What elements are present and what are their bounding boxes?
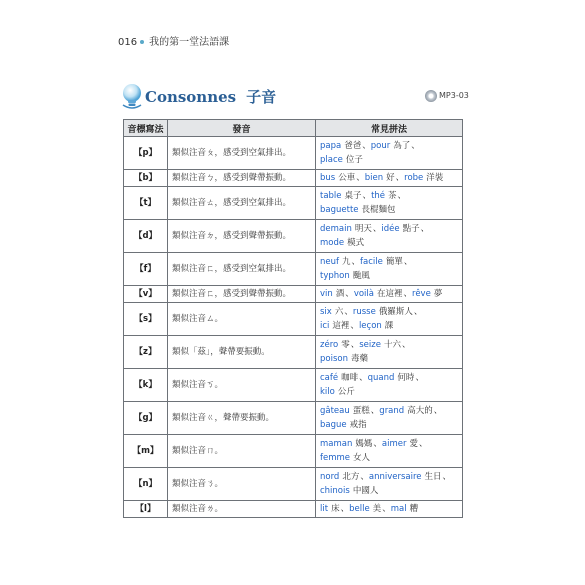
example-item <box>365 171 395 185</box>
chinese-meaning: 九 <box>342 257 351 267</box>
example-item <box>320 437 372 451</box>
example-item <box>369 470 442 484</box>
example-line <box>320 153 458 167</box>
french-word: zéro <box>320 340 339 350</box>
example-item <box>320 153 363 167</box>
chinese-meaning: 課 <box>384 321 394 331</box>
example-item <box>320 269 370 283</box>
column-header: 常見拼法 <box>316 120 463 137</box>
table-row <box>124 253 463 286</box>
example-line <box>320 484 458 498</box>
example-item <box>320 319 349 333</box>
example-line <box>320 352 458 366</box>
phonetic-symbol: 【k】 <box>124 369 168 402</box>
chinese-meaning: 爸爸 <box>344 141 362 151</box>
example-item <box>349 502 381 516</box>
phonetic-symbol: 【m】 <box>124 435 168 468</box>
table-row <box>124 303 463 336</box>
spelling-examples <box>316 402 463 435</box>
table-row <box>124 468 463 501</box>
chinese-meaning: 生日 <box>424 472 442 482</box>
table-row <box>124 501 463 518</box>
chinese-meaning: 零 <box>341 340 350 350</box>
example-line: zéro 零、seize 十六、 <box>320 340 411 350</box>
example-line <box>320 236 458 250</box>
spelling-examples <box>316 137 463 170</box>
french-word: aimer <box>381 439 407 449</box>
french-word: robe <box>404 173 424 183</box>
french-word: pour <box>370 141 391 151</box>
chinese-meaning: 夢 <box>433 289 443 299</box>
separator-dot <box>140 40 144 44</box>
pronunciation-note: 類似注音ㄉ，感受到聲帶振動。 <box>168 220 316 253</box>
example-item <box>320 418 367 432</box>
chinese-meaning: 公斤 <box>337 387 355 397</box>
french-word: nord <box>320 472 340 482</box>
phonetic-symbol: 【p】 <box>124 137 168 170</box>
phonetic-symbol: 【s】 <box>124 303 168 336</box>
spelling-examples <box>316 435 463 468</box>
example-item <box>382 437 418 451</box>
example-item <box>354 287 403 301</box>
table-row <box>124 435 463 468</box>
phonetic-symbol: 【l】 <box>124 501 168 518</box>
example-item <box>371 189 396 203</box>
lightbulb-icon <box>121 83 143 109</box>
french-word: facile <box>360 257 383 267</box>
chinese-meaning: 毒藥 <box>350 354 368 364</box>
pronunciation-note: 類似「茲」，聲帶要振動。 <box>168 336 316 369</box>
french-word: demain <box>320 224 352 234</box>
pronunciation-note: 類似注音ㄊ，感受到空氣排出。 <box>168 187 316 220</box>
chinese-meaning: 酒 <box>335 289 345 299</box>
phonetic-symbol: 【f】 <box>124 253 168 286</box>
example-line: ici 這裡、leçon 課 <box>320 321 394 331</box>
french-word: thé <box>371 191 386 201</box>
phonetic-symbol: 【z】 <box>124 336 168 369</box>
table-row <box>124 286 463 303</box>
example-item <box>320 451 370 465</box>
example-line: maman 媽媽、aimer 愛、 <box>320 439 428 449</box>
chinese-meaning: 在這裡 <box>376 289 403 299</box>
french-word: papa <box>320 141 342 151</box>
pronunciation-note: 類似注音ㄇ。 <box>168 435 316 468</box>
example-line: bus 公車、bien 好、robe 洋裝 <box>320 173 444 183</box>
table-header-row <box>124 120 463 137</box>
chinese-meaning: 蛋糕 <box>352 406 370 416</box>
chinese-meaning: 咖啡 <box>341 373 359 383</box>
french-word: baguette <box>320 205 359 215</box>
table-row <box>124 137 463 170</box>
french-word: grand <box>379 406 405 416</box>
pronunciation-note: 類似注音ㄋ。 <box>168 468 316 501</box>
french-word: typhon <box>320 271 350 281</box>
chinese-meaning: 何時 <box>397 373 415 383</box>
example-item <box>412 287 442 301</box>
pronunciation-note: 類似注音ㄙ。 <box>168 303 316 336</box>
chinese-meaning: 糟 <box>409 504 419 514</box>
french-word: voilà <box>353 289 374 299</box>
pronunciation-note: 類似注音ㄍ，聲帶要振動。 <box>168 402 316 435</box>
example-line <box>320 269 458 283</box>
example-item <box>320 139 361 153</box>
example-line <box>320 385 458 399</box>
french-word: café <box>320 373 339 383</box>
chinese-meaning: 戒指 <box>349 420 367 430</box>
french-word: ici <box>320 321 330 331</box>
phonetic-symbol: 【g】 <box>124 402 168 435</box>
pronunciation-note: 類似注音ㄅ，感受到聲帶振動。 <box>168 170 316 187</box>
example-item <box>360 255 403 269</box>
pronunciation-note: 類似注音ㄌ。 <box>168 501 316 518</box>
column-header: 音標寫法 <box>124 120 168 137</box>
chinese-meaning: 颱風 <box>352 271 370 281</box>
spelling-examples <box>316 336 463 369</box>
chinese-meaning: 愛 <box>409 439 418 449</box>
chinese-meaning: 床 <box>331 504 340 514</box>
table-row <box>124 187 463 220</box>
example-item <box>379 404 432 418</box>
consonant-table <box>123 119 463 518</box>
french-word: anniversaire <box>368 472 422 482</box>
pronunciation-note: 類似注音ㄎ。 <box>168 369 316 402</box>
chinese-meaning: 位子 <box>345 155 363 165</box>
french-word: gâteau <box>320 406 350 416</box>
example-item <box>320 203 396 217</box>
example-line: nord 北方、anniversaire 生日、 <box>320 472 452 482</box>
chinese-meaning: 茶 <box>388 191 397 201</box>
example-line: demain 明天、idée 點子、 <box>320 224 430 234</box>
example-item <box>320 484 378 498</box>
example-item <box>320 371 358 385</box>
french-word: bus <box>320 173 336 183</box>
chinese-meaning: 模式 <box>347 238 365 248</box>
french-word: rêve <box>412 289 431 299</box>
cd-icon <box>425 90 437 102</box>
example-line: neuf 九、facile 簡單、 <box>320 257 413 267</box>
chinese-meaning: 洋裝 <box>426 173 444 183</box>
french-word: mal <box>390 504 407 514</box>
french-word: mode <box>320 238 345 248</box>
column-header: 發音 <box>168 120 316 137</box>
example-item <box>359 338 401 352</box>
table-row <box>124 336 463 369</box>
french-word: quand <box>367 373 395 383</box>
example-item <box>320 236 364 250</box>
table-row <box>124 220 463 253</box>
chinese-meaning: 點子 <box>402 224 420 234</box>
chinese-meaning: 中國人 <box>352 486 379 496</box>
example-item <box>353 305 413 319</box>
section-title-fr: Consonnes <box>145 88 237 106</box>
spelling-examples <box>316 303 463 336</box>
spelling-examples <box>316 286 463 303</box>
example-line <box>320 451 458 465</box>
spelling-examples <box>316 369 463 402</box>
example-item <box>320 338 350 352</box>
french-word: belle <box>349 504 370 514</box>
example-item <box>320 255 351 269</box>
example-item <box>381 222 419 236</box>
example-line: lit 床、belle 美、mal 糟 <box>320 504 419 514</box>
french-word: lit <box>320 504 329 514</box>
running-header <box>118 33 229 48</box>
chinese-meaning: 北方 <box>342 472 360 482</box>
chinese-meaning: 公車 <box>338 173 356 183</box>
audio-track-label: MP3-03 <box>439 91 469 100</box>
chinese-meaning: 長棍麵包 <box>361 205 396 215</box>
french-word: seize <box>359 340 381 350</box>
chinese-meaning: 十六 <box>383 340 401 350</box>
french-word: poison <box>320 354 348 364</box>
spelling-examples <box>316 253 463 286</box>
page-number: 016 <box>118 37 138 48</box>
example-item <box>320 385 355 399</box>
french-word: six <box>320 307 332 317</box>
table-row <box>124 170 463 187</box>
french-word: maman <box>320 439 353 449</box>
spelling-examples <box>316 220 463 253</box>
chinese-meaning: 女人 <box>353 453 371 463</box>
example-item <box>320 502 340 516</box>
table-row <box>124 369 463 402</box>
chinese-meaning: 這裡 <box>332 321 350 331</box>
phonetic-symbol: 【n】 <box>124 468 168 501</box>
phonetic-symbol: 【d】 <box>124 220 168 253</box>
chinese-meaning: 六 <box>334 307 344 317</box>
french-word: femme <box>320 453 351 463</box>
example-line: six 六、russe 俄羅斯人、 <box>320 307 423 317</box>
book-title: 我的第一堂法語課 <box>149 37 230 48</box>
audio-track-badge[interactable] <box>425 90 469 103</box>
example-item <box>404 171 443 185</box>
phonetic-symbol: 【t】 <box>124 187 168 220</box>
example-line: gâteau 蛋糕、grand 高大的、 <box>320 406 443 416</box>
chinese-meaning: 媽媽 <box>355 439 373 449</box>
pronunciation-note: 類似注音ㄈ，感受到聲帶振動。 <box>168 286 316 303</box>
example-item <box>320 189 362 203</box>
example-item <box>320 171 355 185</box>
pronunciation-note: 類似注音ㄆ，感受到空氣排出。 <box>168 137 316 170</box>
example-item <box>320 222 372 236</box>
example-item <box>320 470 359 484</box>
french-word: bien <box>364 173 384 183</box>
example-item <box>371 139 411 153</box>
table-row <box>124 402 463 435</box>
example-line <box>320 203 458 217</box>
section-title-zh: 子音 <box>246 88 277 106</box>
example-line: café 咖啡、quand 何時、 <box>320 373 424 383</box>
pronunciation-note: 類似注音ㄈ，感受到空氣排出。 <box>168 253 316 286</box>
chinese-meaning: 為了 <box>393 141 411 151</box>
french-word: table <box>320 191 342 201</box>
phonetic-symbol: 【v】 <box>124 286 168 303</box>
spelling-examples <box>316 468 463 501</box>
chinese-meaning: 明天 <box>354 224 372 234</box>
chinese-meaning: 高大的 <box>407 406 433 416</box>
french-word: vin <box>320 289 333 299</box>
french-word: chinois <box>320 486 350 496</box>
spelling-examples <box>316 501 463 518</box>
example-item <box>320 287 344 301</box>
example-line: vin 酒、voilà 在這裡、rêve 夢 <box>320 289 443 299</box>
example-item <box>391 502 418 516</box>
french-word: idée <box>381 224 400 234</box>
example-item <box>359 319 393 333</box>
example-item <box>320 305 343 319</box>
french-word: russe <box>352 307 376 317</box>
example-line: table 桌子、thé 茶、 <box>320 191 407 201</box>
example-item <box>368 371 415 385</box>
chinese-meaning: 俄羅斯人 <box>378 307 413 317</box>
french-word: neuf <box>320 257 339 267</box>
french-word: place <box>320 155 343 165</box>
phonetic-symbol: 【b】 <box>124 170 168 187</box>
section-title <box>145 86 276 107</box>
spelling-examples <box>316 187 463 220</box>
french-word: bague <box>320 420 347 430</box>
example-item <box>320 352 368 366</box>
example-line <box>320 418 458 432</box>
french-word: leçon <box>358 321 382 331</box>
chinese-meaning: 好 <box>386 173 395 183</box>
chinese-meaning: 桌子 <box>344 191 362 201</box>
example-line: papa 爸爸、pour 為了、 <box>320 141 420 151</box>
chinese-meaning: 美 <box>372 504 382 514</box>
example-item <box>320 404 370 418</box>
french-word: kilo <box>320 387 335 397</box>
spelling-examples <box>316 170 463 187</box>
chinese-meaning: 簡單 <box>385 257 403 267</box>
